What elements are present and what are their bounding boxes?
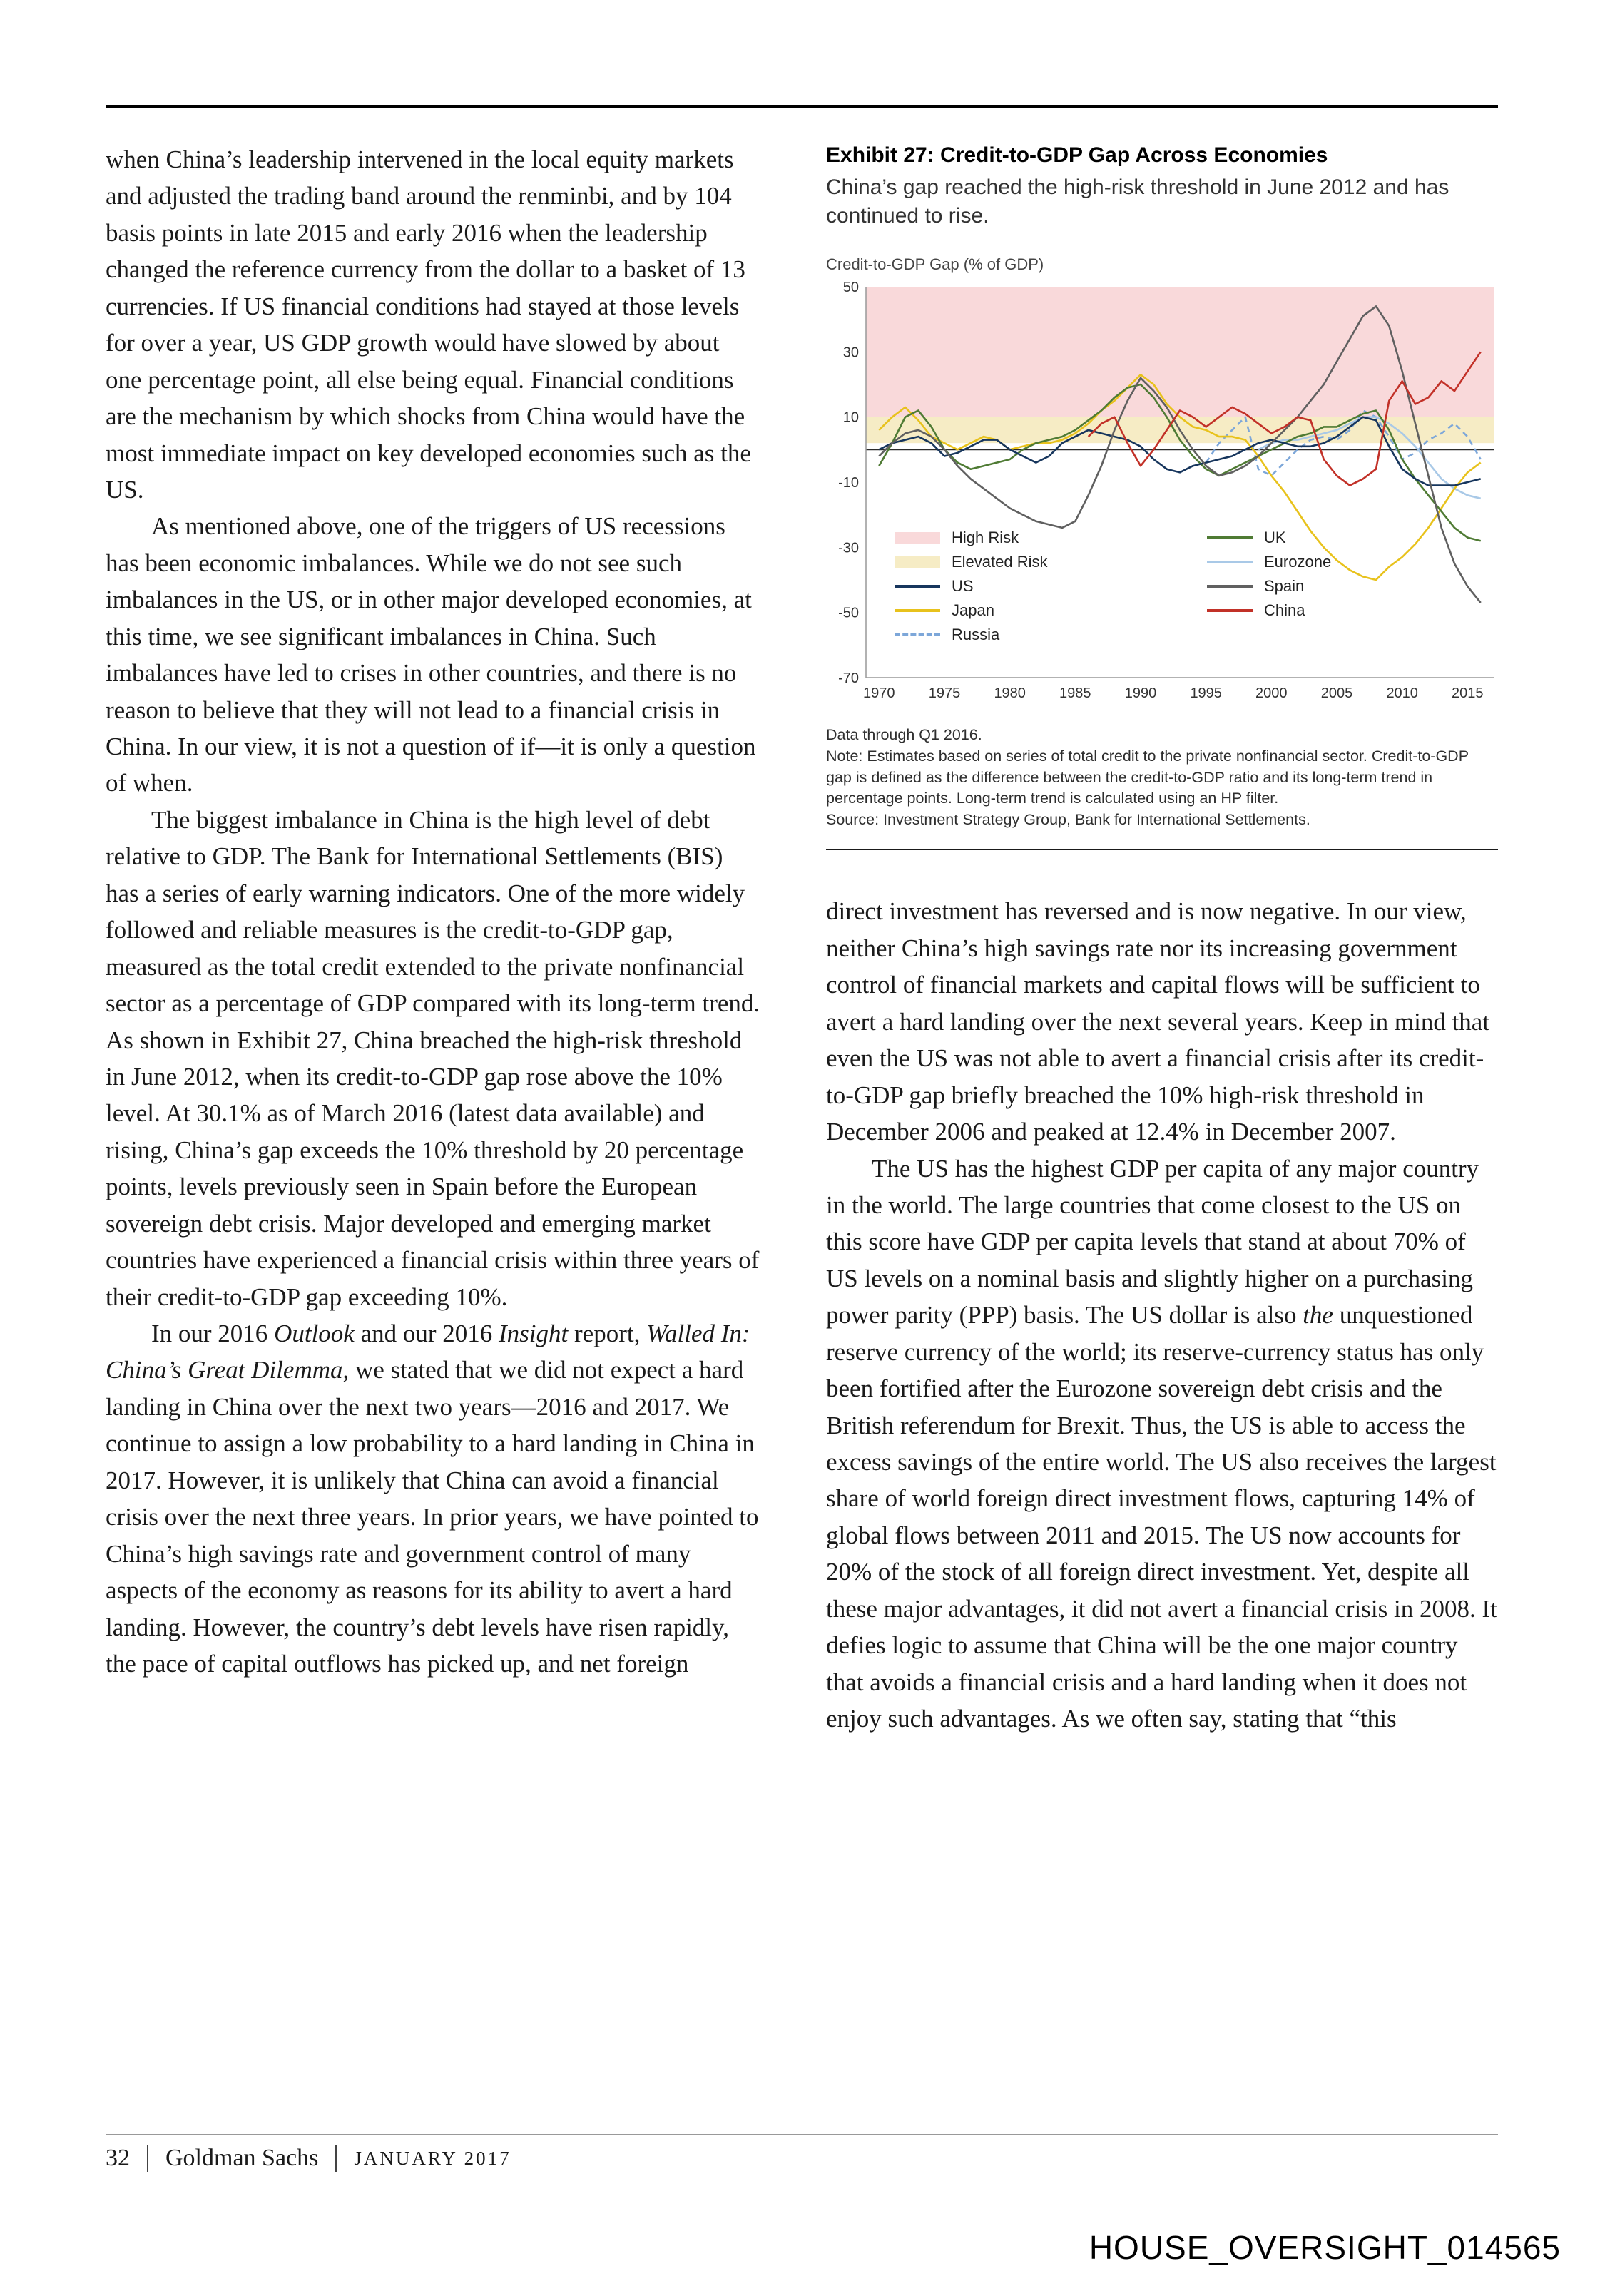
- svg-text:10: 10: [842, 409, 859, 426]
- legend-item: [1207, 576, 1331, 596]
- legend-label: Japan: [952, 601, 994, 619]
- methodology-note: Note: Estimates based on series of total credit to the private nonfinancial sector. Credit-to-GDP gap is defined as the difference between the credit-to-GDP ratio and its long-term trend in percentage points. Long-term trend is calculated using an HP filter.: [826, 747, 1469, 807]
- legend-swatch-icon: [1207, 561, 1253, 563]
- svg-text:-50: -50: [838, 605, 859, 621]
- right-column: [826, 141, 1498, 1738]
- svg-text:1990: 1990: [1124, 685, 1157, 702]
- legend-swatch-icon: [895, 556, 940, 568]
- paragraph: In our 2016 Outlook and our 2016 Insight report, Walled In: China’s Great Dilemma, we stated that we did not expect a hard landing in China over the next two years—2016 and 2017. We continue to assign a low probability to a hard landing in China in 2017. However, it is unlikely that China can avoid a financial crisis over the next three years. In prior years, we have pointed to China’s high savings rate and government control of many aspects of the economy as reasons for its ability to avert a hard landing. However, the country’s debt levels have risen rapidly, the pace of capital outflows has picked up, and net foreign: [106, 1320, 759, 1678]
- legend-swatch-icon: [895, 585, 940, 588]
- svg-text:2000: 2000: [1255, 685, 1288, 702]
- legend-item: [895, 552, 1207, 571]
- data-through-note: Data through Q1 2016.: [826, 726, 982, 744]
- svg-text:-30: -30: [838, 540, 859, 556]
- svg-text:2005: 2005: [1320, 685, 1353, 702]
- legend-label: Spain: [1264, 576, 1305, 595]
- svg-text:1985: 1985: [1059, 685, 1091, 702]
- issue-date: JANUARY 2017: [354, 2147, 511, 2169]
- exhibit-subtitle: China’s gap reached the high-risk threshold in June 2012 and has continued to rise.: [826, 175, 1449, 228]
- legend-swatch-icon: [895, 609, 940, 612]
- bates-stamp: HOUSE_OVERSIGHT_014565: [1089, 2229, 1561, 2266]
- legend-swatch-icon: [895, 532, 940, 544]
- svg-text:1995: 1995: [1190, 685, 1222, 702]
- svg-text:2010: 2010: [1386, 685, 1418, 702]
- page-footer: [106, 2134, 1498, 2172]
- chart-legend: [895, 528, 1331, 644]
- legend-column: [895, 528, 1207, 644]
- exhibit-bottom-rule: [826, 849, 1498, 850]
- footer-divider-icon: [147, 2145, 148, 2172]
- legend-item: [895, 601, 1207, 620]
- svg-text:50: 50: [842, 280, 859, 296]
- paragraph: The biggest imbalance in China is the high level of debt relative to GDP. The Bank for International Settlements (BIS) has a series of early warning indicators. One of the more widely followed and reliable measures is the credit-to-GDP gap, measured as the total credit extended to the private nonfinancial sector as a percentage of GDP compared with its long-term trend. As shown in Exhibit 27, China breached the high-risk threshold in June 2012, when its credit-to-GDP gap rose above the 10% level. At 30.1% as of March 2016 (latest data available) and rising, China’s gap exceeds the 10% threshold by 20 percentage points, levels previously seen in Spain before the European sovereign debt crisis. Major developed and emerging market countries have experienced a financial crisis within three years of their credit-to-GDP gap exceeding 10%.: [106, 805, 760, 1311]
- svg-text:1980: 1980: [994, 685, 1026, 702]
- svg-text:2015: 2015: [1452, 685, 1484, 702]
- exhibit-27: [826, 141, 1498, 850]
- paragraph: direct investment has reversed and is now negative. In our view, neither China’s high savings rate nor its increasing government control of financial markets and capital flows will be sufficient to avert a hard landing over the next several years. Keep in mind that even the US was not able to avert a financial crisis after its credit-to-GDP gap briefly breached the 10% high-risk threshold in December 2006 and peaked at 12.4% in December 2007.: [826, 897, 1490, 1146]
- legend-item: [895, 576, 1207, 596]
- legend-label: Elevated Risk: [952, 552, 1048, 571]
- legend-label: US: [952, 576, 974, 595]
- footer-divider-icon: [335, 2145, 337, 2172]
- legend-label: Eurozone: [1264, 552, 1332, 571]
- svg-text:1970: 1970: [863, 685, 895, 702]
- paragraph: As mentioned above, one of the triggers of US recessions has been economic imbalances. While we do not see such imbalances in the US, or in other major developed economies, at this time, we see significant imbalances in China. Such imbalances have led to crises in other countries, and there is no reason to believe that they will not lead to a financial crisis in China. In our view, it is not a question of if—it is only a question of when.: [106, 512, 756, 797]
- svg-text:-10: -10: [838, 475, 859, 491]
- legend-item: [895, 528, 1207, 547]
- svg-text:1975: 1975: [928, 685, 961, 702]
- source-note: Source: Investment Strategy Group, Bank for International Settlements.: [826, 810, 1310, 828]
- paragraph: when China’s leadership intervened in the local equity markets and adjusted the trading band around the renminbi, and by 104 basis points in late 2015 and early 2016 when the leadership changed the reference currency from the dollar to a basket of 13 currencies. If US financial conditions had stayed at those levels for over a year, US GDP growth would have slowed by about one percentage point, all else being equal. Financial conditions are the mechanism by which shocks from China would have the most immediate impact on key developed economies such as the US.: [106, 146, 751, 504]
- exhibit-notes: [826, 725, 1498, 830]
- svg-text:30: 30: [842, 345, 859, 361]
- paragraph: The US has the highest GDP per capita of any major country in the world. The large countries that come closest to the US on this score have GDP per capita levels that stand at about 70% of US levels on a nominal basis and slightly higher on a purchasing power parity (PPP) basis. The US dollar is also the unquestioned reserve currency of the world; its reserve-currency status has only been fortified after the Eurozone sovereign debt crisis and the British referendum for Brexit. Thus, the US is able to access the excess savings of the entire world. The US also receives the largest share of world foreign direct investment flows, capturing 14% of global flows between 2011 and 2015. The US now accounts for 20% of the stock of all foreign direct investment. Yet, despite all these major advantages, it did not avert a financial crisis in 2008. It defies logic to assume that China will be the one major country that avoids a financial crisis and a hard landing when it does not enjoy such advantages. As we often say, stating that “this: [826, 1154, 1497, 1733]
- legend-swatch-icon: [1207, 536, 1253, 539]
- chart-y-axis-title: Credit-to-GDP Gap (% of GDP): [826, 255, 1044, 274]
- legend-label: Russia: [952, 625, 1000, 643]
- right-column-text: [826, 893, 1498, 1737]
- brand-name: Goldman Sachs: [165, 2145, 319, 2171]
- legend-swatch-icon: [1207, 609, 1253, 612]
- top-rule: [106, 105, 1498, 108]
- legend-column: [1207, 528, 1331, 644]
- legend-swatch-icon: [895, 633, 940, 636]
- svg-text:-70: -70: [838, 670, 859, 687]
- credit-to-gdp-chart: [826, 278, 1498, 706]
- legend-item: [895, 625, 1207, 644]
- legend-label: UK: [1264, 528, 1286, 546]
- legend-item: [1207, 528, 1331, 547]
- page-number: 32: [106, 2145, 130, 2171]
- exhibit-title: Exhibit 27: Credit-to-GDP Gap Across Economies: [826, 143, 1328, 167]
- left-column: [106, 141, 760, 1682]
- legend-swatch-icon: [1207, 585, 1253, 588]
- legend-label: High Risk: [952, 528, 1019, 546]
- legend-item: [1207, 552, 1331, 571]
- legend-label: China: [1264, 601, 1305, 619]
- legend-item: [1207, 601, 1331, 620]
